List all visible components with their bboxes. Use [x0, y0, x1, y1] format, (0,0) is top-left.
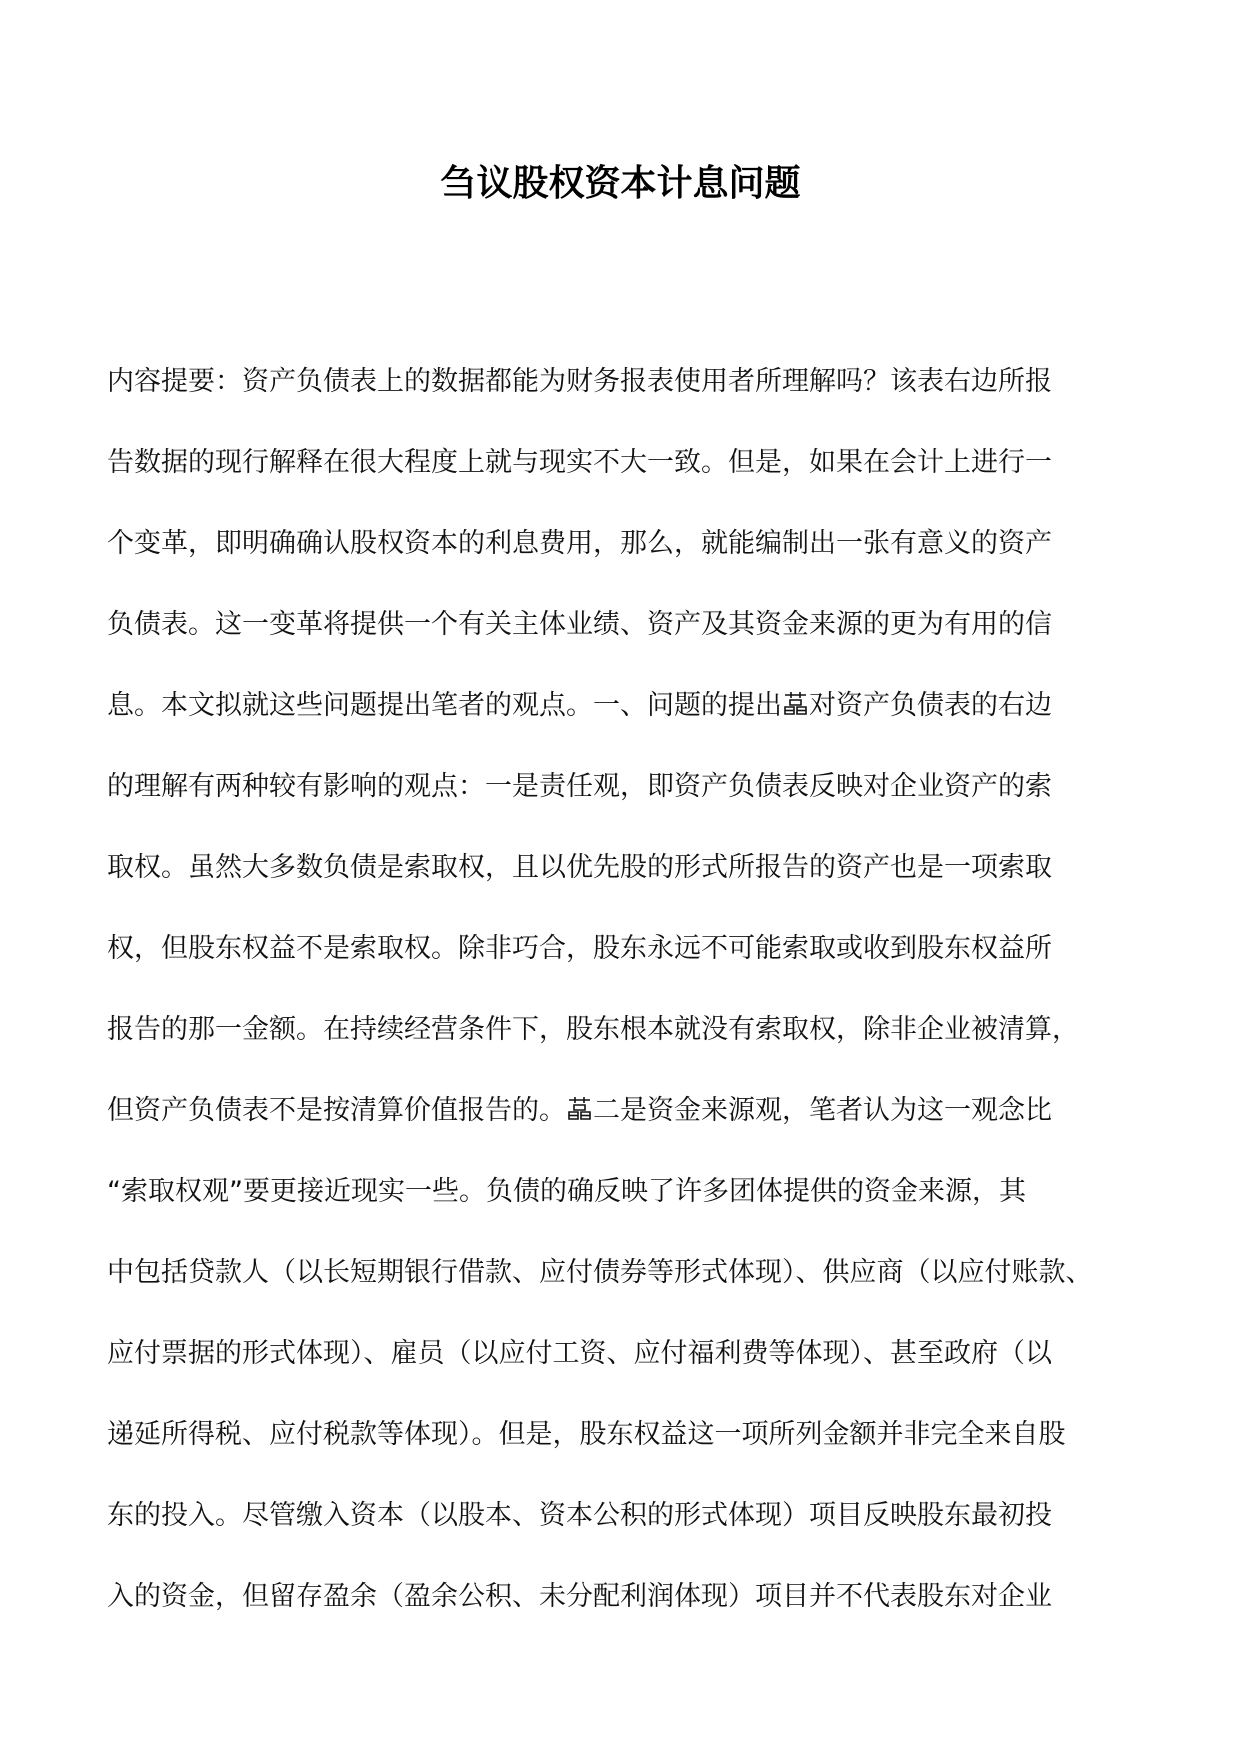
- odd-glyph-icon: [566, 1095, 593, 1122]
- body-line: 告数据的现行解释在很大程度上就与现实不大一致。但是，如果在会计上进行一: [107, 447, 1052, 478]
- body-line: 取权。虽然大多数负债是索取权，且以优先股的形式所报告的资产也是一项索取: [107, 852, 1052, 883]
- body-line: 中包括贷款人（以长短期银行借款、应付债券等形式体现）、供应商（以应付账款、: [107, 1257, 1093, 1288]
- odd-glyph-icon: [782, 690, 809, 717]
- body-line-segment: 对资产负债表的右边: [809, 690, 1052, 721]
- body-line-segment: 息。本文拟就这些问题提出笔者的观点。一、问题的提出: [107, 690, 782, 721]
- body-line: 递延所得税、应付税款等体现）。但是，股东权益这一项所列金额并非完全来自股: [107, 1419, 1066, 1450]
- document-body: [107, 341, 1133, 1637]
- body-line: 报告的那一金额。在持续经营条件下，股东根本就没有索取权，除非企业被清算，: [107, 1014, 1079, 1045]
- body-line: 负债表。这一变革将提供一个有关主体业绩、资产及其资金来源的更为有用的信: [107, 609, 1052, 640]
- body-line: 内容提要：资产负债表上的数据都能为财务报表使用者所理解吗？该表右边所报: [107, 366, 1052, 397]
- body-line: 个变革，即明确确认股权资本的利息费用，那么，就能编制出一张有意义的资产: [107, 528, 1052, 559]
- body-line: [107, 1070, 1133, 1151]
- body-line: 入的资金，但留存盈余（盈余公积、未分配利润体现）项目并不代表股东对企业: [107, 1581, 1052, 1612]
- body-line: “索取权观”要更接近现实一些。负债的确反映了许多团体提供的资金来源，其: [107, 1176, 1026, 1207]
- body-line: 应付票据的形式体现）、雇员（以应付工资、应付福利费等体现）、甚至政府（以: [107, 1338, 1052, 1369]
- body-line: 的理解有两种较有影响的观点：一是责任观，即资产负债表反映对企业资产的索: [107, 771, 1052, 802]
- body-line: 东的投入。尽管缴入资本（以股本、资本公积的形式体现）项目反映股东最初投: [107, 1500, 1052, 1531]
- body-line-segment: 二是资金来源观，笔者认为这一观念比: [593, 1095, 1052, 1126]
- body-line: [107, 665, 1133, 746]
- document-title: 刍议股权资本计息问题: [440, 162, 801, 204]
- body-line-segment: 但资产负债表不是按清算价值报告的。: [107, 1095, 566, 1126]
- body-line: 权，但股东权益不是索取权。除非巧合，股东永远不可能索取或收到股东权益所: [107, 933, 1052, 964]
